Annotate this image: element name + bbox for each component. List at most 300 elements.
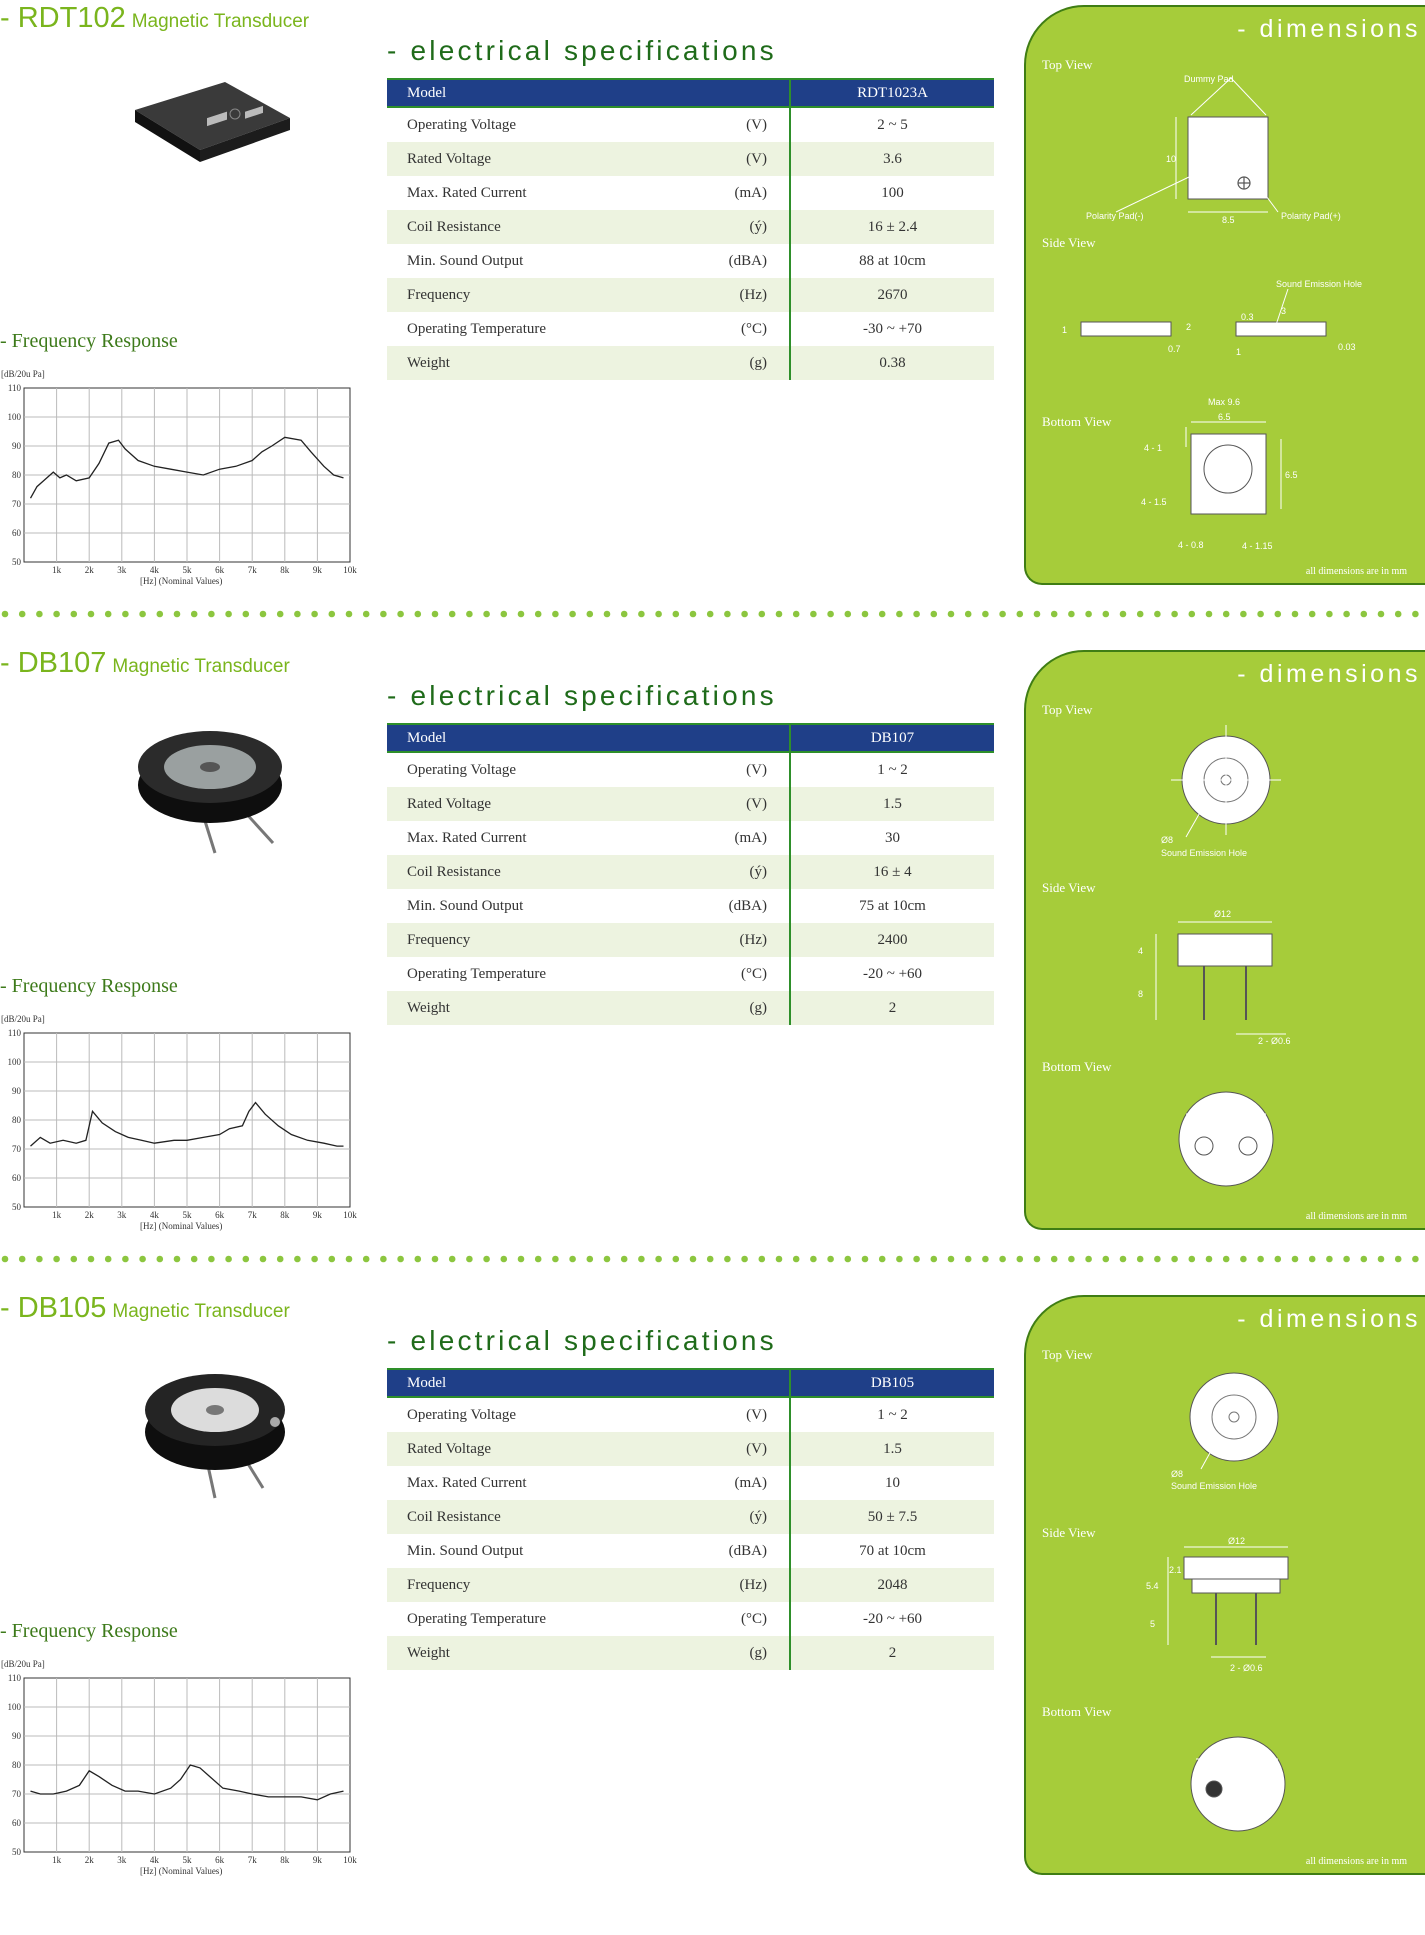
spec-heading: - electrical specifications [387, 1325, 777, 1356]
divider-dot [36, 611, 43, 618]
spec-table [387, 723, 994, 1025]
divider-dot [1034, 1256, 1041, 1263]
divider-dot [776, 611, 783, 618]
dim-text: 5 [1150, 1619, 1156, 1629]
y-tick-label: 90 [12, 1086, 21, 1096]
divider-dot [139, 611, 146, 618]
divider-dot [346, 611, 353, 618]
divider-dot [896, 611, 903, 618]
dim-text: 2 - Ø0.6 [1230, 1663, 1263, 1673]
divider-dot [1206, 611, 1213, 618]
x-tick-label: 10k [343, 1210, 357, 1220]
dim-text: 6.5 [1285, 470, 1298, 480]
divider-dot [879, 611, 886, 618]
product-subtitle: Magnetic Transducer [112, 1301, 290, 1322]
spec-unit: (V) [746, 116, 767, 133]
divider-dot [1412, 1256, 1419, 1263]
x-tick-label: 6k [215, 1855, 225, 1865]
divider-dot [1343, 1256, 1350, 1263]
divider-dot [1206, 1256, 1213, 1263]
spec-row [387, 1500, 994, 1534]
spec-name: Coil Resistance [387, 1500, 707, 1534]
dim-text: 4 - 1.5 [1141, 497, 1167, 507]
spec-value: 2 [790, 991, 994, 1025]
dim-text: Max 9.6 [1208, 397, 1241, 407]
divider-dot [793, 1256, 800, 1263]
x-tick-label: 5k [182, 565, 192, 575]
divider-dot [518, 611, 525, 618]
spec-value: 30 [790, 821, 994, 855]
x-tick-label: 4k [149, 1855, 159, 1865]
dimension-note: all dimensions are in mm [1305, 1856, 1407, 1867]
divider-dot [690, 1256, 697, 1263]
divider-dot [1154, 1256, 1161, 1263]
spec-table [387, 1368, 994, 1670]
divider-dot [1275, 611, 1282, 618]
divider-dot [311, 611, 318, 618]
divider-dot [1395, 611, 1402, 618]
divider-dot [174, 1256, 181, 1263]
x-tick-label: 2k [84, 1210, 94, 1220]
dimension-drawing [1026, 7, 1425, 585]
divider-dot [1103, 611, 1110, 618]
bottom-view-label: Bottom View [1042, 414, 1112, 429]
frequency-response-chart [0, 366, 362, 588]
dim-text: 8 [1138, 989, 1144, 999]
divider-dot [243, 1256, 250, 1263]
spec-value: 88 at 10cm [790, 244, 994, 278]
divider-dot [1085, 1256, 1092, 1263]
section-divider [0, 1254, 1425, 1264]
x-tick-label: 7k [247, 565, 257, 575]
spec-unit: (°C) [741, 1610, 767, 1627]
divider-dot [673, 611, 680, 618]
divider-dot [1017, 611, 1024, 618]
x-tick-label: 8k [280, 1210, 290, 1220]
product-section-rdt102 [0, 0, 1425, 645]
spec-unit: (ý) [707, 210, 790, 244]
divider-dot [501, 1256, 508, 1263]
divider-dot [552, 1256, 559, 1263]
y-axis-label: [dB/20u Pa] [1, 369, 45, 379]
y-tick-label: 80 [12, 1760, 21, 1770]
divider-dot [397, 1256, 404, 1263]
spec-unit: (g) [707, 1636, 790, 1670]
divider-dot [862, 1256, 869, 1263]
spec-row [387, 821, 994, 855]
spec-value: 0.38 [790, 346, 994, 380]
spec-name: Rated Voltage [387, 142, 707, 176]
dim-text: 10 [1166, 154, 1177, 164]
spec-row [387, 278, 994, 312]
product-title [0, 2, 309, 35]
divider-dot [2, 611, 9, 618]
spec-value: -20 ~ +60 [790, 957, 994, 991]
spec-unit: (ý) [707, 1500, 790, 1534]
x-tick-label: 9k [312, 1210, 322, 1220]
spec-row [387, 1466, 994, 1500]
divider-dot [1120, 611, 1127, 618]
spec-row [387, 957, 994, 991]
top-view-label: Top View [1042, 702, 1093, 717]
dim-text: Ø8 [1171, 1469, 1184, 1479]
dimension-drawing [1026, 1297, 1425, 1875]
dim-text: 4 - 0.8 [1178, 540, 1204, 550]
divider-dot [1068, 1256, 1075, 1263]
spec-value: 50 ± 7.5 [790, 1500, 994, 1534]
top-view-label: Top View [1042, 57, 1093, 72]
divider-dot [655, 1256, 662, 1263]
divider-dot [380, 1256, 387, 1263]
dim-text: Sound Emission Hole [1161, 848, 1248, 858]
spec-name: Frequency [387, 1568, 707, 1602]
divider-dot [88, 611, 95, 618]
spec-name: Operating Temperature [407, 965, 547, 982]
dim-text: 2 - Ø0.6 [1258, 1036, 1291, 1046]
spec-unit: (g) [707, 991, 790, 1025]
dim-text: Sound Emission Hole [1276, 279, 1363, 289]
divider-dot [71, 611, 78, 618]
divider-dot [260, 1256, 267, 1263]
freq-response-label: - Frequency Response [0, 1620, 178, 1642]
divider-dot [329, 1256, 336, 1263]
spec-name: Max. Rated Current [407, 184, 527, 201]
dim-text: Ø12 [1228, 1536, 1246, 1546]
divider-dot [1361, 611, 1368, 618]
divider-dot [122, 1256, 129, 1263]
spec-header-label: Model [387, 1369, 707, 1397]
x-tick-label: 3k [117, 1210, 127, 1220]
spec-name: Coil Resistance [387, 855, 707, 889]
y-tick-label: 90 [12, 441, 21, 451]
spec-value: 10 [790, 1466, 994, 1500]
divider-dot [466, 611, 473, 618]
dim-text: 0.3 [1241, 312, 1254, 322]
x-tick-label: 9k [312, 565, 322, 575]
spec-row [387, 889, 994, 923]
x-tick-label: 7k [247, 1855, 257, 1865]
dim-text: 8.5 [1222, 215, 1235, 225]
product-subtitle: Magnetic Transducer [112, 656, 290, 677]
divider-dot [638, 611, 645, 618]
divider-dot [1051, 611, 1058, 618]
product-photo-smd [115, 70, 305, 210]
spec-name: Operating Temperature [407, 1610, 547, 1627]
x-tick-label: 5k [182, 1855, 192, 1865]
product-model: - DB107 [0, 647, 107, 679]
y-tick-label: 60 [12, 1173, 21, 1183]
y-tick-label: 50 [12, 1202, 21, 1212]
divider-dot [1240, 611, 1247, 618]
spec-row [387, 923, 994, 957]
spec-unit: (mA) [734, 829, 767, 846]
divider-dot [690, 611, 697, 618]
spec-value: 16 ± 2.4 [790, 210, 994, 244]
divider-dot [432, 611, 439, 618]
dim-text: Sound Emission Hole [1171, 1481, 1258, 1491]
spec-header-label: Model [387, 79, 707, 107]
divider-dot [759, 1256, 766, 1263]
dim-text: 6.5 [1216, 1101, 1229, 1111]
divider-dot [277, 1256, 284, 1263]
y-tick-label: 110 [7, 1673, 21, 1683]
divider-dot [982, 1256, 989, 1263]
divider-dot [1378, 611, 1385, 618]
y-tick-label: 100 [7, 412, 21, 422]
divider-dot [621, 1256, 628, 1263]
freq-response-label: - Frequency Response [0, 330, 178, 352]
spec-row [387, 244, 994, 278]
divider-dot [535, 611, 542, 618]
spec-name: Operating Voltage [407, 1406, 517, 1423]
spec-row [387, 210, 994, 244]
spec-value: -30 ~ +70 [790, 312, 994, 346]
spec-heading: - electrical specifications [387, 35, 777, 66]
divider-dot [569, 611, 576, 618]
divider-dot [931, 611, 938, 618]
divider-dot [724, 1256, 731, 1263]
y-tick-label: 100 [7, 1702, 21, 1712]
divider-dot [311, 1256, 318, 1263]
divider-dot [1137, 611, 1144, 618]
x-tick-label: 1k [52, 1210, 62, 1220]
divider-dot [1257, 1256, 1264, 1263]
divider-dot [1171, 1256, 1178, 1263]
spec-header-model: DB105 [790, 1369, 994, 1397]
divider-dot [208, 1256, 215, 1263]
dim-text: 6.5 [1218, 412, 1231, 422]
divider-dot [225, 1256, 232, 1263]
divider-dot [122, 611, 129, 618]
spec-name: Rated Voltage [387, 787, 707, 821]
dimension-note: all dimensions are in mm [1305, 566, 1407, 577]
x-tick-label: 3k [117, 1855, 127, 1865]
divider-dot [862, 611, 869, 618]
spec-row [387, 1636, 994, 1670]
divider-dot [965, 611, 972, 618]
spec-header-row [387, 79, 994, 107]
spec-value: 100 [790, 176, 994, 210]
divider-dot [604, 1256, 611, 1263]
divider-dot [71, 1256, 78, 1263]
x-tick-label: 10k [343, 1855, 357, 1865]
divider-dot [1171, 611, 1178, 618]
product-photo-round [115, 1360, 305, 1500]
spec-unit: (mA) [734, 184, 767, 201]
spec-name: Weight [387, 1636, 707, 1670]
spec-header-label: Model [387, 724, 707, 752]
dimensions-panel [1024, 5, 1425, 585]
divider-dot [1309, 611, 1316, 618]
divider-dot [913, 611, 920, 618]
y-tick-label: 70 [12, 1144, 21, 1154]
divider-dot [569, 1256, 576, 1263]
spec-value: 1.5 [790, 787, 994, 821]
divider-dot [587, 1256, 594, 1263]
divider-dot [535, 1256, 542, 1263]
section-divider [0, 609, 1425, 619]
dim-text: 5.4 [1146, 1581, 1159, 1591]
spec-row [387, 1602, 994, 1636]
spec-value: 1 ~ 2 [790, 752, 994, 787]
spec-value: 16 ± 4 [790, 855, 994, 889]
spec-value: 2670 [790, 278, 994, 312]
divider-dot [776, 1256, 783, 1263]
spec-unit: (Hz) [707, 1568, 790, 1602]
side-view-label: Side View [1042, 1525, 1096, 1540]
divider-dot [1326, 611, 1333, 618]
spec-unit: (V) [707, 1432, 790, 1466]
divider-dot [621, 611, 628, 618]
divider-dot [432, 1256, 439, 1263]
divider-dot [845, 611, 852, 618]
spec-unit: (°C) [741, 320, 767, 337]
divider-dot [415, 611, 422, 618]
divider-dot [741, 1256, 748, 1263]
x-tick-label: 2k [84, 1855, 94, 1865]
divider-dot [845, 1256, 852, 1263]
x-tick-label: 2k [84, 565, 94, 575]
spec-header-row [387, 1369, 994, 1397]
divider-dot [243, 611, 250, 618]
spec-value: 2400 [790, 923, 994, 957]
bottom-view-label: Bottom View [1042, 1704, 1112, 1719]
divider-dot [53, 611, 60, 618]
divider-dot [1309, 1256, 1316, 1263]
x-tick-label: 4k [149, 565, 159, 575]
spec-unit: (mA) [734, 1474, 767, 1491]
y-tick-label: 110 [7, 1028, 21, 1038]
divider-dot [191, 611, 198, 618]
spec-value: 1.5 [790, 1432, 994, 1466]
divider-dot [415, 1256, 422, 1263]
spec-row [387, 787, 994, 821]
dim-text: 1 [1062, 325, 1068, 335]
divider-dot [19, 611, 26, 618]
top-view-label: Top View [1042, 1347, 1093, 1362]
divider-dot [36, 1256, 43, 1263]
product-section-db105 [0, 1290, 1425, 1935]
spec-row [387, 142, 994, 176]
spec-value: 75 at 10cm [790, 889, 994, 923]
divider-dot [913, 1256, 920, 1263]
y-tick-label: 60 [12, 528, 21, 538]
product-model: - RDT102 [0, 2, 126, 34]
dim-text: 4 - 1.15 [1242, 541, 1273, 551]
spec-unit: (Hz) [707, 923, 790, 957]
divider-dot [105, 611, 112, 618]
spec-name: Min. Sound Output [407, 897, 524, 914]
spec-unit: (g) [707, 346, 790, 380]
divider-dot [1223, 611, 1230, 618]
divider-dot [948, 1256, 955, 1263]
divider-dot [1292, 1256, 1299, 1263]
x-tick-label: 3k [117, 565, 127, 575]
x-tick-label: 7k [247, 1210, 257, 1220]
y-tick-label: 80 [12, 470, 21, 480]
divider-dot [1292, 611, 1299, 618]
divider-dot [707, 611, 714, 618]
divider-dot [2, 1256, 9, 1263]
product-subtitle: Magnetic Transducer [131, 11, 310, 32]
y-tick-label: 70 [12, 1789, 21, 1799]
spec-row [387, 107, 994, 142]
spec-name: Operating Voltage [407, 116, 517, 133]
spec-unit: (ý) [707, 855, 790, 889]
divider-dot [552, 611, 559, 618]
x-tick-label: 4k [149, 1210, 159, 1220]
y-tick-label: 100 [7, 1057, 21, 1067]
divider-dot [346, 1256, 353, 1263]
spec-table [387, 78, 994, 380]
divider-dot [948, 611, 955, 618]
divider-dot [483, 1256, 490, 1263]
spec-value: 2 ~ 5 [790, 107, 994, 142]
spec-value: 3.6 [790, 142, 994, 176]
divider-dot [329, 611, 336, 618]
spec-row [387, 1397, 994, 1432]
product-title [0, 1292, 290, 1325]
divider-dot [1343, 611, 1350, 618]
divider-dot [1051, 1256, 1058, 1263]
x-tick-label: 8k [280, 565, 290, 575]
spec-value: -20 ~ +60 [790, 1602, 994, 1636]
y-axis-label: [dB/20u Pa] [1, 1014, 45, 1024]
dim-text: 4 [1138, 946, 1144, 956]
divider-dot [1257, 611, 1264, 618]
spec-unit: (dBA) [728, 897, 767, 914]
y-tick-label: 50 [12, 557, 21, 567]
divider-dot [466, 1256, 473, 1263]
dim-text: Dummy Pad [1184, 74, 1234, 84]
spec-name: Frequency [387, 923, 707, 957]
divider-dot [363, 1256, 370, 1263]
divider-dot [587, 611, 594, 618]
divider-dot [655, 611, 662, 618]
dim-text: Polarity Pad(+) [1281, 211, 1341, 221]
dimensions-heading: - dimensions [1237, 660, 1421, 688]
divider-dot [225, 611, 232, 618]
divider-dot [999, 1256, 1006, 1263]
x-axis-label: [Hz] (Nominal Values) [140, 1866, 223, 1876]
divider-dot [673, 1256, 680, 1263]
divider-dot [604, 611, 611, 618]
spec-value: 2048 [790, 1568, 994, 1602]
divider-dot [294, 611, 301, 618]
divider-dot [157, 1256, 164, 1263]
x-tick-label: 1k [52, 1855, 62, 1865]
divider-dot [397, 611, 404, 618]
spec-name: Min. Sound Output [407, 252, 524, 269]
divider-dot [1189, 1256, 1196, 1263]
divider-dot [827, 611, 834, 618]
y-tick-label: 60 [12, 1818, 21, 1828]
spec-heading: - electrical specifications [387, 680, 777, 711]
divider-dot [931, 1256, 938, 1263]
bottom-view-label: Bottom View [1042, 1059, 1112, 1074]
divider-dot [294, 1256, 301, 1263]
dimensions-heading: - dimensions [1237, 15, 1421, 43]
dimensions-panel [1024, 650, 1425, 1230]
divider-dot [999, 611, 1006, 618]
divider-dot [277, 611, 284, 618]
dim-text: 1 [1236, 347, 1242, 357]
x-axis-label: [Hz] (Nominal Values) [140, 576, 223, 586]
divider-dot [518, 1256, 525, 1263]
x-tick-label: 8k [280, 1855, 290, 1865]
spec-row [387, 1568, 994, 1602]
divider-dot [1120, 1256, 1127, 1263]
